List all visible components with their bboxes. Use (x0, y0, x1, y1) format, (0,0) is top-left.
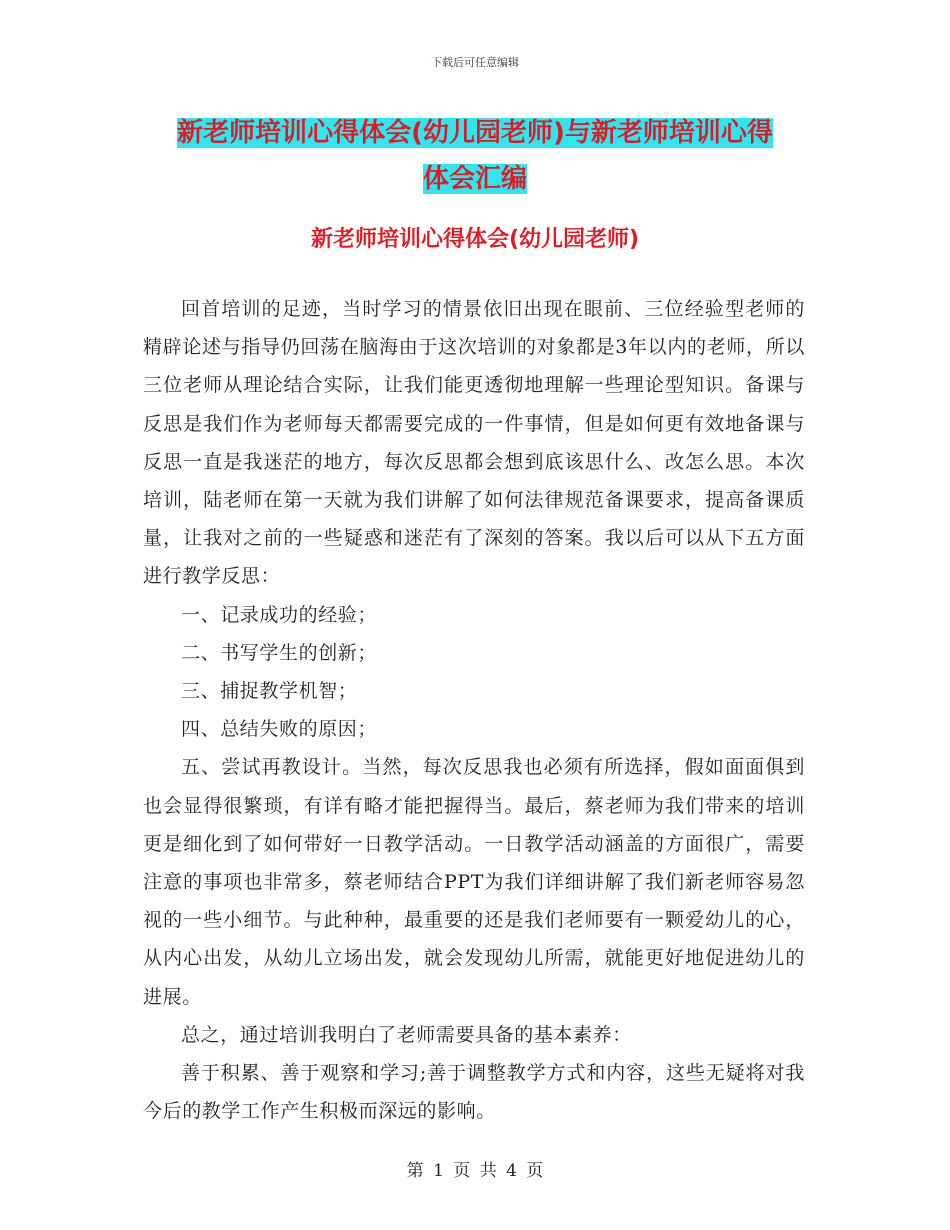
page-number-footer: 第 1 页 共 4 页 (406, 1161, 544, 1181)
list-item: 一、记录成功的经验； (181, 603, 378, 626)
paragraph: 善于积累、善于观察和学习;善于调整教学方式和内容，这些无疑将对我今后的教学工作产生积极而深远的影响。 (143, 1062, 805, 1123)
title-line-1: 新老师培训心得体会(幼儿园老师)与新老师培训心得 (177, 118, 773, 148)
list-item: 四、总结失败的原因； (181, 718, 378, 741)
section-title: 新老师培训心得体会(幼儿园老师) (310, 227, 640, 252)
title-line-2: 体会汇编 (422, 164, 527, 194)
paragraph: 回首培训的足迹，当时学习的情景依旧出现在眼前、三位经验型老师的精辟论述与指导仍回荡在脑海由于这次培训的对象都是3年以内的老师，所以三位老师从理论结合实际，让我们能更透彻地理解一些理论型知识。备课与反思是我们作为老师每天都需要完成的一件事情，但是如何更有效地备课与反思一直是我迷茫的地方，每次反思都会想到底该思什么、改怎么思。本次培训，陆老师在第一天就为我们讲解了如何法律规范备课要求，提高备课质量，让我对之前的一些疑惑和迷茫有了深刻的答案。我以后可以从下五方面进行教学反思： (143, 298, 805, 588)
list-item: 二、书写学生的创新； (181, 641, 378, 664)
paragraph: 五、尝试再教设计。当然，每次反思我也必须有所选择，假如面面俱到也会显得很繁琐，有详有略才能把握得当。最后，蔡老师为我们带来的培训更是细化到了如何带好一日教学活动。一日教学活动涵盖的方面很广，需要注意的事项也非常多，蔡老师结合PPT为我们详细讲解了我们新老师容易忽视的一些小细节。与此种种，最重要的还是我们老师要有一颗爱幼儿的心，从内心出发，从幼儿立场出发，就会发现幼儿所需，就能更好地促进幼儿的进展。 (143, 756, 805, 1008)
page-header-note: 下载后可任意编辑 (431, 56, 519, 69)
document-title (145, 110, 805, 202)
list-item: 三、捕捉教学机智； (181, 680, 358, 703)
paragraph: 总之，通过培训我明白了老师需要具备的基本素养： (181, 1023, 632, 1046)
body-text (143, 290, 805, 1130)
